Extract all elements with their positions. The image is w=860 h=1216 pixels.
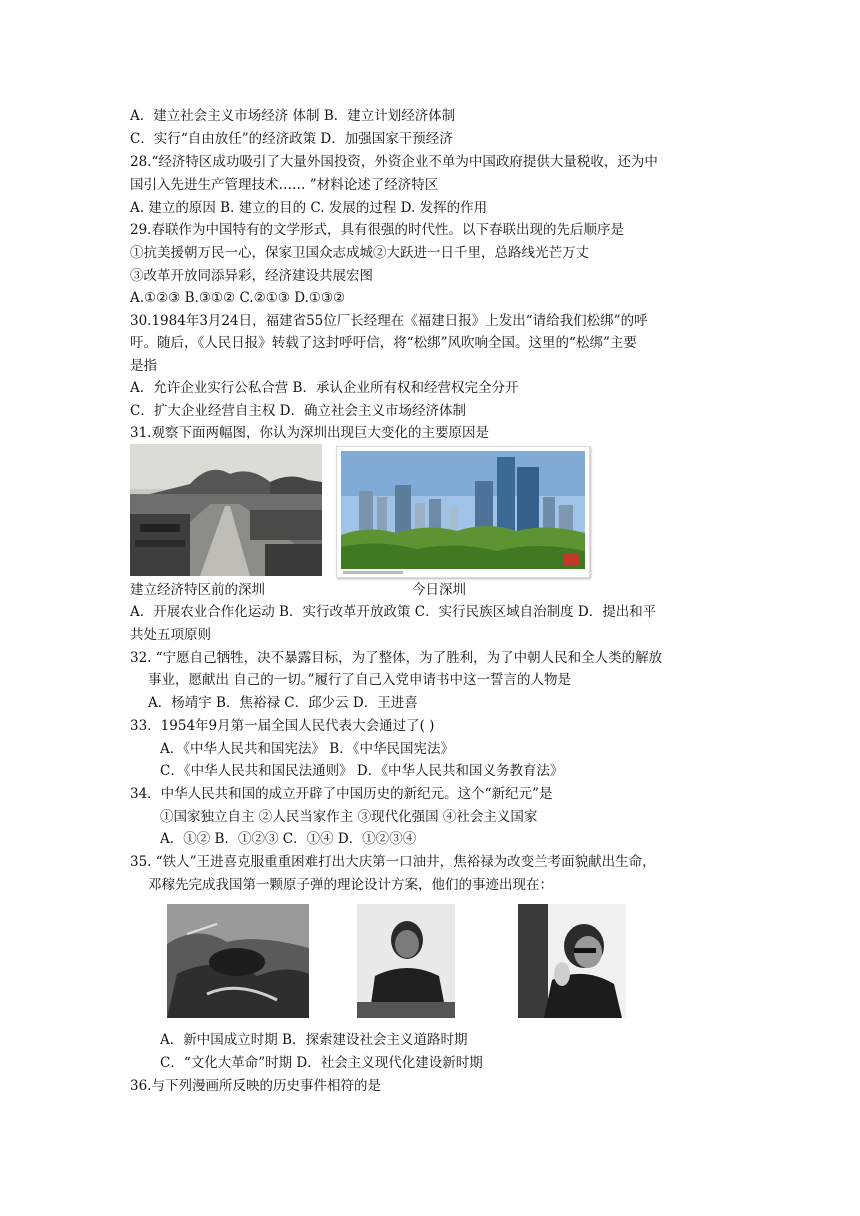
- q32-options: A．杨靖宇 B．焦裕禄 C．邱少云 D．王进喜: [148, 695, 418, 711]
- oil-well-photo: [167, 904, 309, 1018]
- q27-options-ab: A．建立社会主义市场经济 体制 B．建立计划经济体制: [130, 108, 456, 124]
- q33-stem: 33．1954年9月第一届全国人民代表大会通过了( ): [130, 718, 435, 734]
- jiao-yulu-photo: [357, 904, 455, 1018]
- q30-stem-line1: 30.1984年3月24日，福建省55位厂长经理在《福建日报》上发出“请给我们松绑”的呼: [130, 313, 648, 329]
- q32-stem-line1: 32. “宁愿自己牺牲，决不暴露目标，为了整体，为了胜利，为了中朝人民和全人类的解放: [130, 650, 663, 666]
- q34-items: ①国家独立自主 ②人民当家作主 ③现代化强国 ④社会主义国家: [160, 809, 538, 825]
- q29-couplet-3: ③改革开放同添异彩，经济建设共展宏图: [130, 268, 373, 284]
- q32-stem-line2: 事业，愿献出 自己的一切。”履行了自己入党申请书中这一誓言的人物是: [148, 672, 571, 688]
- q31-options-line1: A．开展农业合作化运动 B．实行改革开放政策 C．实行民族区域自治制度 D．提出和平: [130, 604, 657, 620]
- q30-options-ab: A．允许企业实行公私合营 B．承认企业所有权和经营权完全分开: [130, 380, 519, 396]
- q29-stem: 29.春联作为中国特有的文学形式，具有很强的时代性。以下春联出现的先后顺序是: [130, 222, 624, 238]
- q30-stem-line3: 是指: [130, 358, 157, 374]
- q33-options-ab: A．《中华人民共和国宪法》 B．《中华民国宪法》: [160, 741, 454, 757]
- today-shenzhen-caption: 今日深圳: [412, 582, 466, 598]
- q31-options-line2: 共处五项原则: [130, 627, 211, 643]
- q36-stem: 36.与下列漫画所反映的历史事件相符的是: [130, 1078, 381, 1094]
- q35-stem-line2: 邓稼先完成我国第一颗原子弹的理论设计方案，他们的事迹出现在：: [148, 877, 553, 893]
- old-shenzhen-caption: 建立经济特区前的深圳: [130, 582, 265, 598]
- q31-stem: 31.观察下面两幅图，你认为深圳出现巨大变化的主要原因是: [130, 425, 489, 441]
- today-shenzhen-photo: [336, 446, 590, 578]
- q29-options: A.①②③ B.③①② C.②①③ D.①③②: [130, 290, 346, 306]
- q29-couplet-1-2: ①抗美援朝万民一心，保家卫国众志成城②大跃进一日千里，总路线光芒万丈: [130, 245, 589, 261]
- q28-options: A. 建立的原因 B. 建立的目的 C. 发展的过程 D. 发挥的作用: [130, 200, 488, 216]
- q35-options-cd: C．“文化大革命”时期 D．社会主义现代化建设新时期: [160, 1055, 483, 1071]
- old-shenzhen-photo: [130, 444, 322, 576]
- q34-options: A．①② B．①②③ C．①④ D．①②③④: [160, 831, 417, 847]
- deng-jiaxian-photo: [518, 904, 626, 1018]
- q35-options-ab: A．新中国成立时期 B．探索建设社会主义道路时期: [160, 1032, 468, 1048]
- q30-options-cd: C．扩大企业经营自主权 D．确立社会主义市场经济体制: [130, 403, 466, 419]
- q34-stem: 34．中华人民共和国的成立开辟了中国历史的新纪元。这个“新纪元”是: [130, 786, 553, 802]
- q35-stem-line1: 35. “铁人”王进喜克服重重困难打出大庆第一口油井，焦裕禄为改变兰考面貌献出生命，: [130, 854, 656, 870]
- q30-stem-line2: 吁。随后，《人民日报》转载了这封呼吁信，将“松绑”风吹响全国。这里的“松绑”主要: [130, 335, 637, 351]
- q28-stem-line1: 28.“经济特区成功吸引了大量外国投资，外资企业不单为中国政府提供大量税收，还为中: [130, 154, 658, 170]
- q33-options-cd: C．《中华人民共和国民法通则》 D．《中华人民共和国义务教育法》: [160, 763, 564, 779]
- q27-options-cd: C．实行“自由放任”的经济政策 D．加强国家干预经济: [130, 131, 453, 147]
- q28-stem-line2: 国引入先进生产管理技术…… ”材料论述了经济特区: [130, 177, 439, 193]
